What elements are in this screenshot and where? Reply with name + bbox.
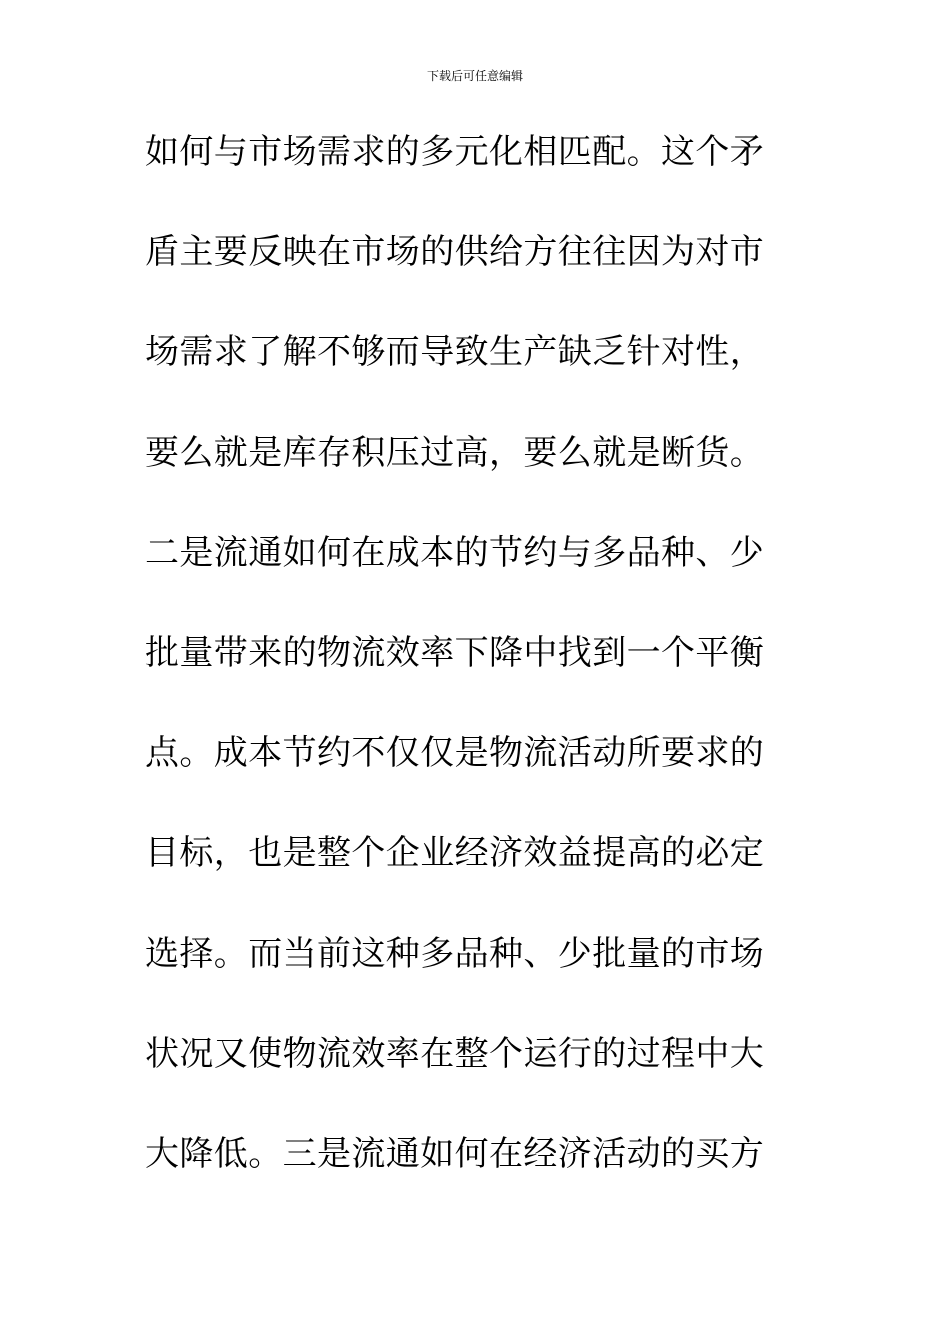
text-line: 大降低。三是流通如何在经济活动的买方 — [145, 1133, 765, 1174]
text-line: 要么就是库存积压过高，要么就是断货。 — [145, 432, 765, 473]
text-line: 状况又使物流效率在整个运行的过程中大 — [145, 1033, 765, 1074]
text-line: 批量带来的物流效率下降中找到一个平衡 — [145, 632, 765, 673]
text-line: 二是流通如何在成本的节约与多品种、少 — [145, 532, 765, 573]
text-line: 场需求了解不够而导致生产缺乏针对性， — [145, 332, 765, 373]
text-line: 点。成本节约不仅仅是物流活动所要求的 — [145, 733, 765, 774]
page-header: 下载后可任意编辑 — [426, 69, 523, 83]
text-line: 盾主要反映在市场的供给方往往因为对市 — [145, 232, 765, 273]
text-line: 目标，也是整个企业经济效益提高的必定 — [145, 833, 765, 874]
text-line: 选择。而当前这种多品种、少批量的市场 — [145, 933, 765, 974]
body-text — [145, 128, 785, 1230]
text-line: 如何与市场需求的多元化相匹配。这个矛 — [145, 132, 765, 172]
